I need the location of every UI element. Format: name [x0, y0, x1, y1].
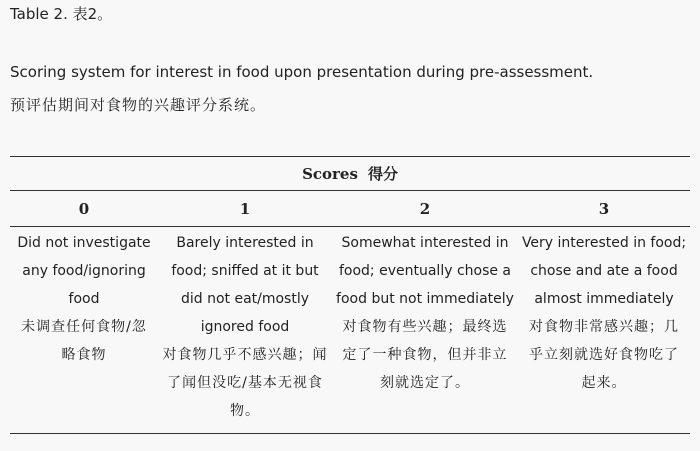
caption-chinese: 预评估期间对食物的兴趣评分系统。	[10, 96, 267, 114]
score-2-description-en: Somewhat interested in food; eventually chose a food but not immediately	[336, 235, 514, 307]
score-column-2: 2	[332, 191, 518, 227]
scores-header	[10, 157, 690, 191]
score-0-description-zh: 未调查任何食物/忽略食物	[21, 319, 147, 363]
score-1-description-zh: 对食物几乎不感兴趣；闻了闻但没吃/基本无视食物。	[162, 347, 328, 419]
table-label: Table 2. 表2。	[10, 5, 113, 23]
score-1-cell	[158, 227, 332, 434]
scores-header-zh: 得分	[367, 165, 398, 183]
score-number-row	[10, 191, 690, 227]
score-column-3: 3	[518, 191, 690, 227]
score-0-description-en: Did not investigate any food/ignoring food	[17, 235, 151, 307]
caption-english: Scoring system for interest in food upon presentation during pre-assessment.	[10, 63, 594, 81]
score-3-description-en: Very interested in food; chose and ate a food almost immediately	[521, 235, 687, 307]
score-1-description-en: Barely interested in food; sniffed at it but did not eat/mostly ignored food	[171, 235, 319, 335]
scores-header-row	[10, 157, 690, 191]
table-row	[10, 227, 690, 434]
score-3-description-zh: 对食物非常感兴趣；几乎立刻就选好食物吃了起来。	[529, 319, 679, 391]
scoring-table	[10, 156, 690, 434]
score-2-cell	[332, 227, 518, 434]
score-3-cell	[518, 227, 690, 434]
score-column-1: 1	[158, 191, 332, 227]
score-2-description-zh: 对食物有些兴趣；最终选定了一种食物，但并非立刻就选定了。	[342, 319, 508, 391]
scores-header-en: Scores	[302, 165, 358, 183]
score-0-cell	[10, 227, 158, 434]
score-column-0: 0	[10, 191, 158, 227]
